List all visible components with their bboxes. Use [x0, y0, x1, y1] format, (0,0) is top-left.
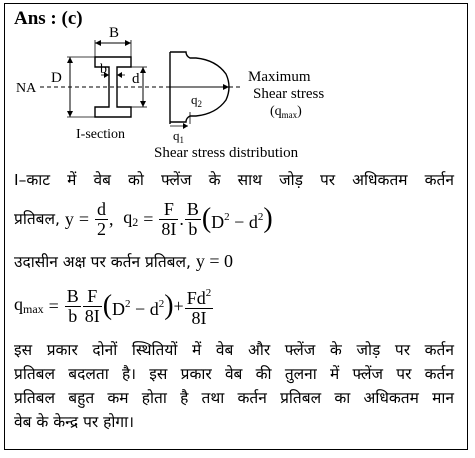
neutral-axis-text: उदासीन अक्ष पर कर्तन प्रतिबल,: [14, 253, 191, 271]
y-equals-zero: y = 0: [195, 251, 234, 271]
stress-distribution-shape: [170, 52, 229, 124]
label-max-3-sub: max: [281, 110, 298, 120]
eq1-q2: $q_2$: [123, 206, 139, 229]
eq1-prefix: प्रतिबल,: [14, 210, 60, 228]
text-line-3: [14, 249, 233, 274]
label-q2: q: [191, 92, 198, 107]
label-q1-sub: 1: [179, 135, 184, 145]
eq1-paren-content: $D^2 - d^2$: [211, 210, 264, 232]
text-para-2: प्रतिबल बदलता है। इस प्रकार वेब की तुलना में फ्लेंज पर कर्तन: [14, 365, 454, 383]
eq1-d-over-2: [95, 200, 108, 239]
eq1-equals: =: [78, 209, 89, 229]
label-isection: I-section: [76, 127, 125, 142]
text-para-1: इस प्रकार दोनों स्थितियों में वेब और फ्लेंज के जोड़ पर कर्तन: [14, 341, 454, 359]
text-line-1: I–काट में वेब को फ्लेंज के साथ जोड़ पर अधिकतम कर्तन: [14, 171, 454, 189]
label-B: B: [109, 25, 120, 41]
label-b: b: [100, 62, 107, 77]
eq2-Fd2-over-8I: $\frac{Fd^2}{8I}$: [185, 284, 214, 328]
eq1-B-over-b: $\frac{B}{b}$: [186, 198, 199, 239]
label-max-3-post: ): [297, 104, 302, 119]
eq1-equals-2: =: [143, 209, 154, 229]
svg-text:q2: [191, 92, 202, 109]
svg-text:(qmax): [270, 104, 302, 120]
eq2-equals: =: [48, 296, 59, 316]
label-d: d: [132, 71, 140, 87]
label-q1: q: [173, 128, 180, 143]
eq2-B-over-b: $\frac{B}{b}$: [66, 285, 79, 326]
eq1-F-over-8I: $\frac{F}{8I}$: [161, 198, 177, 239]
answer-label: Ans : (c): [14, 8, 83, 29]
label-D: D: [51, 70, 62, 86]
eq2-paren-content: $D^2 - d^2$: [112, 297, 165, 319]
label-max-3-pre: (q: [270, 104, 282, 119]
eq2-F-over-8I: $\frac{F}{8I}$: [84, 285, 100, 326]
shear-stress-figure: [0, 0, 475, 165]
text-para-4: वेब के केन्द्र पर होगा।: [14, 413, 135, 431]
text-para-3: प्रतिबल बहुत कम होता है तथा कर्तन प्रतिबल का अधिकतम मान: [14, 389, 454, 407]
eq1-d-num: d: [96, 198, 106, 219]
label-na: NA: [16, 81, 37, 96]
label-max-2: Shear stress: [253, 86, 325, 102]
eq2-plus: +: [173, 296, 184, 316]
equation-1: प्रतिबल, y = $\frac{d}{2}$ , $q_2$ = $\frac{F}{8I}$ . $\frac{B}{b}$ ( $D^2 - d^2$ ): [14, 198, 273, 239]
figure-caption: Shear stress distribution: [154, 145, 299, 161]
equation-2: $q_{max}$ = $\frac{B}{b}$ $\frac{F}{8I}$ ( $D^2 - d^2$ ) + $\frac{Fd^2}{8I}$: [14, 285, 212, 328]
label-max-1: Maximum: [248, 69, 311, 85]
eq2-qmax: $q_{max}$: [14, 293, 44, 316]
svg-text:q1: [173, 128, 184, 145]
eq1-d-den: 2: [96, 218, 106, 239]
eq1-y: y: [64, 209, 74, 229]
label-q2-sub: 2: [197, 99, 202, 109]
